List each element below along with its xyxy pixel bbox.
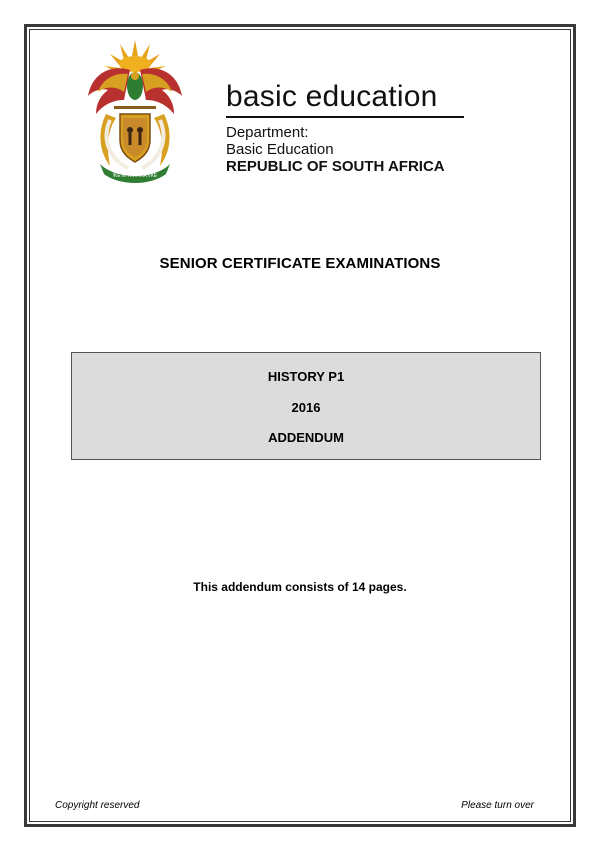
motto-text: !KE E: /XARRA //KE [112, 173, 158, 179]
brand-block [226, 80, 464, 175]
brand-underline [226, 116, 464, 118]
document-header [80, 34, 480, 184]
paper-info-box [71, 352, 541, 460]
brand-title: basic education [226, 80, 438, 113]
spear [114, 106, 156, 109]
department-name: Basic Education [226, 141, 334, 158]
turn-over-notice: Please turn over [461, 800, 534, 811]
country-name: REPUBLIC OF SOUTH AFRICA [226, 158, 445, 175]
pages-note: This addendum consists of 14 pages. [193, 580, 407, 594]
copyright-notice: Copyright reserved [55, 800, 140, 811]
paper-type-label: ADDENDUM [268, 430, 344, 445]
department-label: Department: [226, 124, 309, 141]
year-label: 2016 [291, 400, 321, 415]
coat-of-arms-icon [80, 34, 190, 184]
exam-title: SENIOR CERTIFICATE EXAMINATIONS [159, 255, 441, 272]
subject-label: HISTORY P1 [267, 369, 345, 384]
